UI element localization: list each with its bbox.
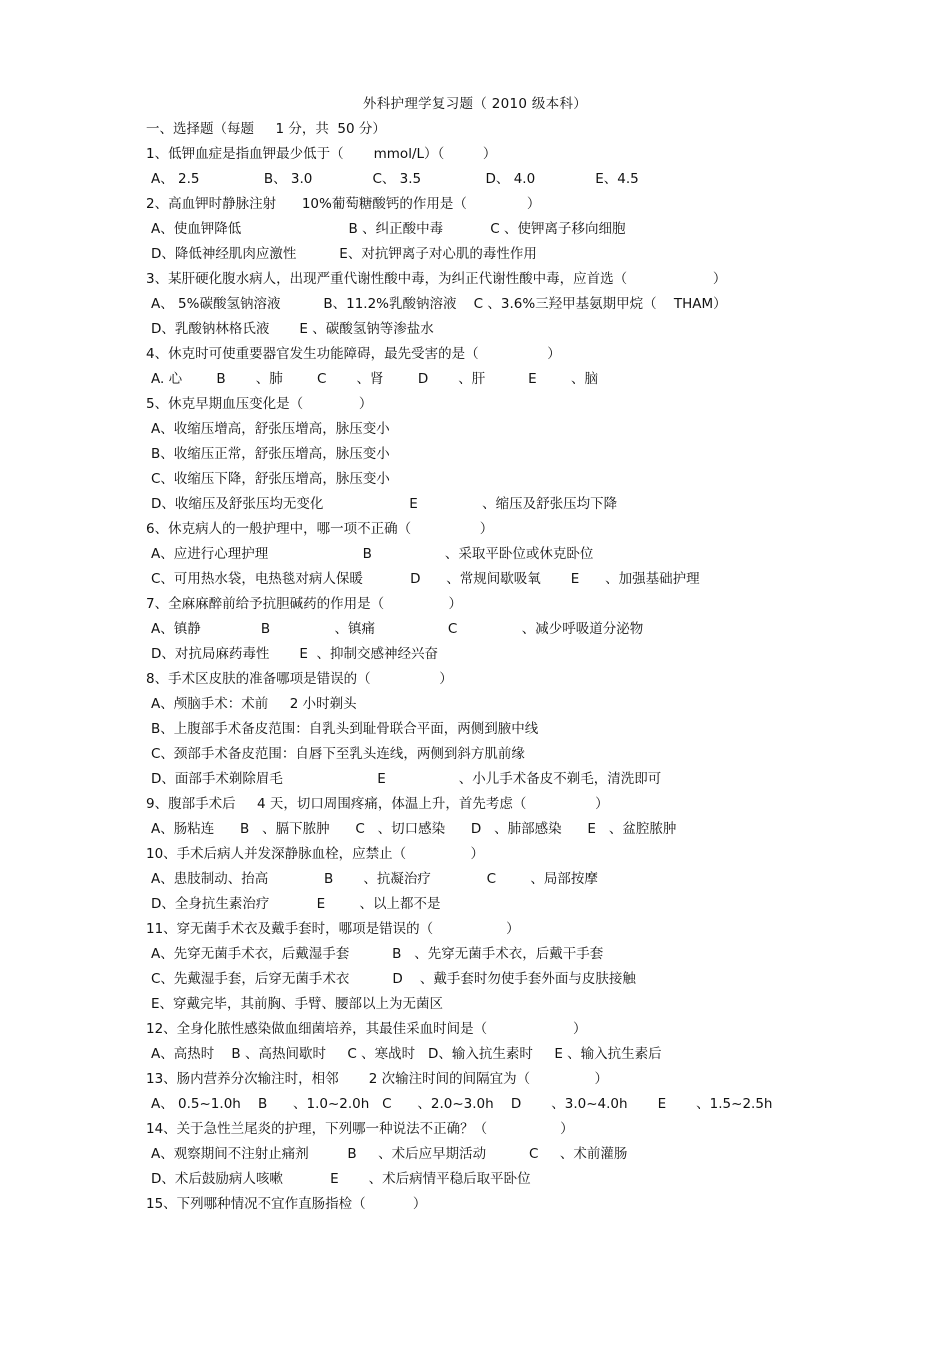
- question-text: 5、休克早期血压变化是（ ）: [146, 396, 373, 412]
- answer-options: D、乳酸钠林格氏液 E 、碳酸氢钠等渗盐水: [151, 321, 434, 337]
- question-text: 15、下列哪种情况不宜作直肠指检（ ）: [146, 1196, 427, 1212]
- answer-options: A、使血钾降低 B 、纠正酸中毒 C 、使钾离子移向细胞: [151, 221, 626, 237]
- answer-options: D、术后鼓励病人咳嗽 E 、术后病情平稳后取平卧位: [151, 1171, 531, 1187]
- question-text: 14、关于急性兰尾炎的护理，下列哪一种说法不正确？（ ）: [146, 1121, 574, 1137]
- question-list: [146, 117, 826, 1217]
- answer-options: D、降低神经肌肉应激性 E、对抗钾离子对心肌的毒性作用: [151, 246, 537, 262]
- question-text: 11、穿无菌手术衣及戴手套时，哪项是错误的（ ）: [146, 921, 520, 937]
- question-text: 2、高血钾时静脉注射 10%葡萄糖酸钙的作用是（ ）: [146, 196, 541, 212]
- answer-options: E、穿戴完毕，其前胸、手臂、腰部以上为无菌区: [151, 996, 444, 1012]
- question-text: 7、全麻麻醉前给予抗胆碱药的作用是（ ）: [146, 596, 462, 612]
- answer-options: A、患肢制动、抬高 B 、抗凝治疗 C 、局部按摩: [151, 871, 598, 887]
- question-text: 13、肠内营养分次输注时，相邻 2 次输注时间的间隔宜为（ ）: [146, 1071, 608, 1087]
- answer-options: A. 心 B 、肺 C 、肾 D 、肝 E 、脑: [151, 371, 599, 387]
- answer-options: A、镇静 B 、镇痛 C 、减少呼吸道分泌物: [151, 621, 644, 637]
- answer-options: C、颈部手术备皮范围：自唇下至乳头连线，两侧到斜方肌前缘: [151, 746, 525, 762]
- question-text: 8、手术区皮肤的准备哪项是错误的（ ）: [146, 671, 453, 687]
- answer-options: A、 0.5~1.0h B 、1.0~2.0h C 、2.0~3.0h D 、3.0~4.0h E 、1.5~2.5h: [151, 1096, 773, 1112]
- page-title: 外科护理学复习题（ 2010 级本科）: [362, 96, 588, 112]
- answer-options: A、 2.5 B、 3.0 C、 3.5 D、 4.0 E、4.5: [151, 171, 639, 187]
- question-text: 1、低钾血症是指血钾最少低于（ mmol/L）（ ）: [146, 146, 497, 162]
- question-text: 6、休克病人的一般护理中，哪一项不正确（ ）: [146, 521, 494, 537]
- answer-options: C、可用热水袋，电热毯对病人保暖 D 、常规间歇吸氧 E 、加强基础护理: [151, 571, 700, 587]
- answer-options: A、应进行心理护理 B 、采取平卧位或休克卧位: [151, 546, 594, 562]
- answer-options: A、 5%碳酸氢钠溶液 B、11.2%乳酸钠溶液 C 、3.6%三羟甲基氨期甲烷（ THAM）: [151, 296, 727, 312]
- answer-options: C、先戴湿手套，后穿无菌手术衣 D 、戴手套时勿使手套外面与皮肤接触: [151, 971, 636, 987]
- answer-options: A、颅脑手术：术前 2 小时剃头: [151, 696, 357, 712]
- answer-options: A、观察期间不注射止痛剂 B 、术后应早期活动 C 、术前灌肠: [151, 1146, 628, 1162]
- answer-options: D、全身抗生素治疗 E 、以上都不是: [151, 896, 441, 912]
- answer-options: B、收缩压正常，舒张压增高，脉压变小: [151, 446, 390, 462]
- answer-options: D、面部手术剃除眉毛 E 、小儿手术备皮不剃毛，清洗即可: [151, 771, 662, 787]
- answer-options: A、高热时 B 、高热间歇时 C 、寒战时 D、输入抗生素时 E 、输入抗生素后: [151, 1046, 662, 1062]
- answer-options: C、收缩压下降，舒张压增高，脉压变小: [151, 471, 390, 487]
- answer-options: D、对抗局麻药毒性 E 、抑制交感神经兴奋: [151, 646, 439, 662]
- question-text: 3、某肝硬化腹水病人，出现严重代谢性酸中毒，为纠正代谢性酸中毒，应首选（ ）: [146, 271, 727, 287]
- question-text: 4、休克时可使重要器官发生功能障碍，最先受害的是（ ）: [146, 346, 561, 362]
- answer-options: A、肠粘连 B 、膈下脓肿 C 、切口感染 D 、肺部感染 E 、盆腔脓肿: [151, 821, 677, 837]
- section-heading: 一、选择题（每题 1 分，共 50 分）: [146, 121, 386, 137]
- answer-options: A、先穿无菌手术衣，后戴湿手套 B 、先穿无菌手术衣，后戴干手套: [151, 946, 604, 962]
- question-text: 12、全身化脓性感染做血细菌培养，其最佳采血时间是（ ）: [146, 1021, 587, 1037]
- answer-options: B、上腹部手术备皮范围：自乳头到耻骨联合平面，两侧到腋中线: [151, 721, 539, 737]
- question-text: 10、手术后病人并发深静脉血栓，应禁止（ ）: [146, 846, 485, 862]
- answer-options: D、收缩压及舒张压均无变化 E 、缩压及舒张压均下降: [151, 496, 618, 512]
- answer-options: A、收缩压增高，舒张压增高，脉压变小: [151, 421, 390, 437]
- question-text: 9、腹部手术后 4 天，切口周围疼痛，体温上升，首先考虑（ ）: [146, 796, 609, 812]
